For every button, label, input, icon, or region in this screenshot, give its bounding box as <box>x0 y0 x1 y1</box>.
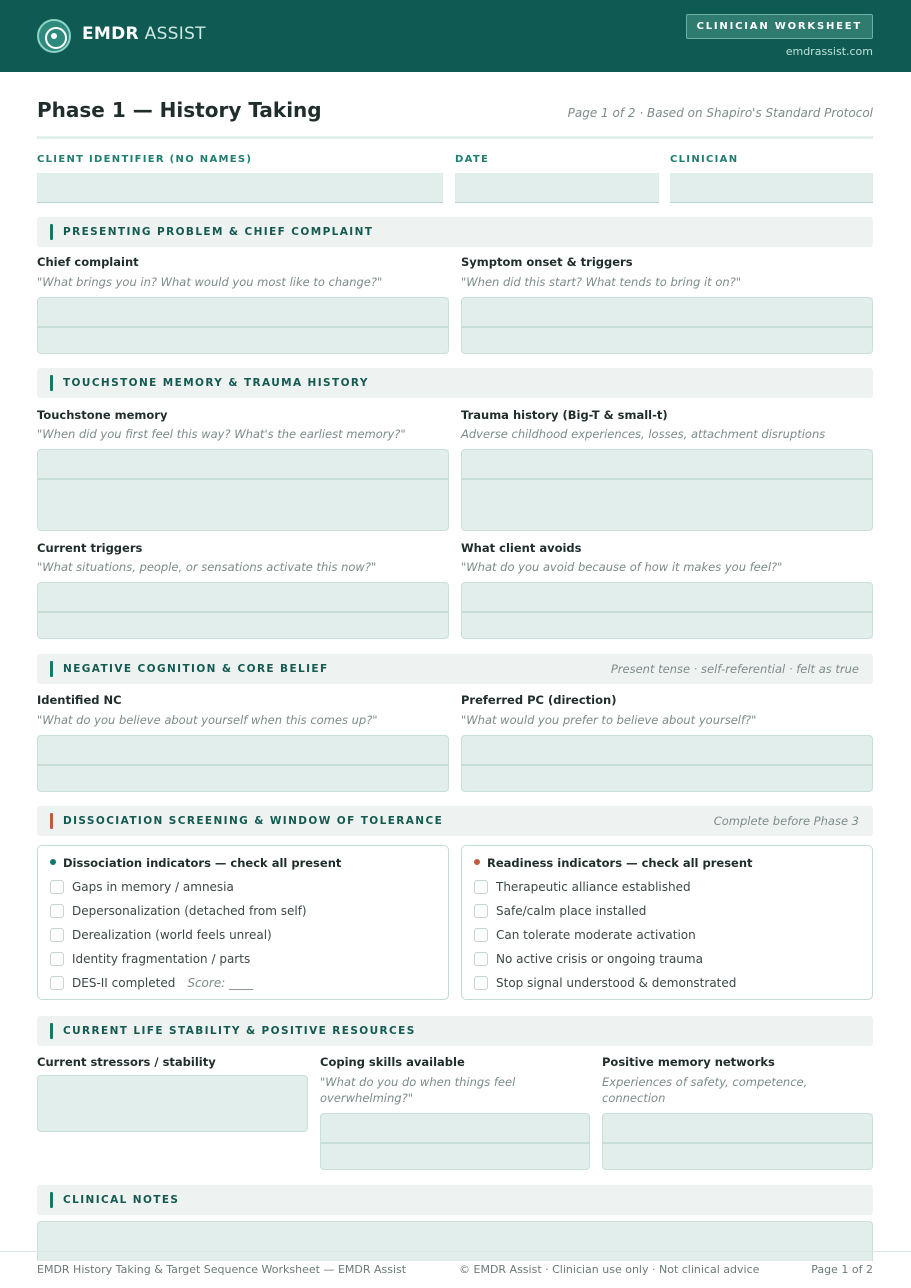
section-presenting-problem <box>37 217 873 247</box>
bullet-dot-icon <box>50 859 56 865</box>
checklist-item[interactable]: Safe/calm place installed <box>474 904 646 918</box>
checklist-item[interactable]: Depersonalization (detached from self) <box>50 904 307 918</box>
section-title: NEGATIVE COGNITION & CORE BELIEF <box>63 663 329 675</box>
checkbox[interactable] <box>474 976 488 990</box>
current-triggers-hint: "What situations, people, or sensations activate this now?" <box>37 560 377 574</box>
checklist-item[interactable]: DES-II completed Score: ____ <box>50 976 253 990</box>
symptom-onset-hint: "When did this start? What tends to bring it on?" <box>461 275 742 289</box>
brand-name: EMDR ASSIST <box>82 24 206 44</box>
section-dissociation <box>37 806 873 836</box>
checkbox[interactable] <box>474 928 488 942</box>
client-avoids-hint: "What do you avoid because of how it makes you feel?" <box>461 560 783 574</box>
section-negative-cognition <box>37 654 873 684</box>
worksheet-badge: CLINICIAN WORKSHEET <box>686 14 873 39</box>
section-title: DISSOCIATION SCREENING & WINDOW OF TOLERANCE <box>63 815 444 827</box>
current-stressors-field[interactable] <box>37 1075 308 1132</box>
checklist-heading: Dissociation indicators — check all present <box>50 856 341 870</box>
checklist-item[interactable]: Therapeutic alliance established <box>474 880 691 894</box>
footer-left: EMDR History Taking & Target Sequence Worksheet — EMDR Assist <box>37 1263 407 1276</box>
logo-icon <box>37 19 71 53</box>
checklist-heading: Readiness indicators — check all present <box>474 856 753 870</box>
identified-nc-field[interactable] <box>37 735 449 792</box>
coping-skills-hint: "What do you do when things feel overwhelming?" <box>320 1075 516 1105</box>
section-accent-bar <box>50 1023 53 1039</box>
positive-memory-hint: Experiences of safety, competence, connection <box>602 1075 808 1105</box>
checklist-item[interactable]: Derealization (world feels unreal) <box>50 928 272 942</box>
section-accent-bar <box>50 375 53 391</box>
client-identifier-label: CLIENT IDENTIFIER (NO NAMES) <box>37 154 253 165</box>
checklist-item[interactable]: Can tolerate moderate activation <box>474 928 696 942</box>
current-triggers-field[interactable] <box>37 582 449 639</box>
checklist-item[interactable]: Stop signal understood & demonstrated <box>474 976 736 990</box>
touchstone-memory-field[interactable] <box>37 449 449 531</box>
checklist-item[interactable]: No active crisis or ongoing trauma <box>474 952 703 966</box>
section-touchstone <box>37 368 873 398</box>
touchstone-memory-label: Touchstone memory <box>37 408 168 422</box>
chief-complaint-field[interactable] <box>37 297 449 354</box>
clinician-label: CLINICIAN <box>670 154 739 165</box>
site-url: emdrassist.com <box>785 45 873 58</box>
current-triggers-label: Current triggers <box>37 541 143 555</box>
checkbox[interactable] <box>50 976 64 990</box>
page-meta: Page 1 of 2 · Based on Shapiro's Standard Protocol <box>567 106 873 120</box>
checkbox[interactable] <box>50 928 64 942</box>
positive-memory-label: Positive memory networks <box>602 1055 775 1069</box>
title-divider <box>37 136 873 139</box>
checkbox[interactable] <box>474 880 488 894</box>
preferred-pc-hint: "What would you prefer to believe about yourself?" <box>461 713 757 727</box>
footer-page-number: Page 1 of 2 <box>811 1263 873 1276</box>
section-accent-bar <box>50 661 53 677</box>
section-note: Complete before Phase 3 <box>713 814 859 828</box>
checkbox[interactable] <box>474 952 488 966</box>
checklist-item[interactable]: Gaps in memory / amnesia <box>50 880 234 894</box>
chief-complaint-label: Chief complaint <box>37 255 139 269</box>
touchstone-memory-hint: "When did you first feel this way? What's the earliest memory?" <box>37 427 406 441</box>
date-field[interactable] <box>455 173 659 203</box>
trauma-history-field[interactable] <box>461 449 873 531</box>
section-note: Present tense · self-referential · felt as true <box>610 662 859 676</box>
checkbox[interactable] <box>50 904 64 918</box>
clinical-notes-field[interactable] <box>37 1221 873 1261</box>
footer-divider <box>0 1251 911 1252</box>
identified-nc-hint: "What do you believe about yourself when this comes up?" <box>37 713 378 727</box>
checkbox[interactable] <box>474 904 488 918</box>
section-stability <box>37 1016 873 1046</box>
checklist-item[interactable]: Identity fragmentation / parts <box>50 952 250 966</box>
page-title: Phase 1 — History Taking <box>37 98 322 122</box>
positive-memory-field[interactable] <box>602 1113 873 1170</box>
footer-center: © EMDR Assist · Clinician use only · Not clinical advice <box>459 1263 760 1276</box>
symptom-onset-label: Symptom onset & triggers <box>461 255 633 269</box>
bullet-dot-icon <box>474 859 480 865</box>
section-accent-bar <box>50 1192 53 1208</box>
chief-complaint-hint: "What brings you in? What would you most like to change?" <box>37 275 383 289</box>
section-title: CLINICAL NOTES <box>63 1194 180 1206</box>
des-score-field[interactable]: Score: ____ <box>187 976 254 990</box>
readiness-checklist <box>461 845 873 1000</box>
identified-nc-label: Identified NC <box>37 693 122 707</box>
preferred-pc-field[interactable] <box>461 735 873 792</box>
trauma-history-label: Trauma history (Big-T & small-t) <box>461 408 668 422</box>
symptom-onset-field[interactable] <box>461 297 873 354</box>
client-avoids-field[interactable] <box>461 582 873 639</box>
date-label: DATE <box>455 154 490 165</box>
coping-skills-field[interactable] <box>320 1113 590 1170</box>
section-title: CURRENT LIFE STABILITY & POSITIVE RESOURCES <box>63 1025 416 1037</box>
section-clinical-notes <box>37 1185 873 1215</box>
dissociation-checklist <box>37 845 449 1000</box>
clinician-field[interactable] <box>670 173 873 203</box>
app-header <box>0 0 911 72</box>
section-warning-bar <box>50 813 53 829</box>
checkbox[interactable] <box>50 952 64 966</box>
trauma-history-hint: Adverse childhood experiences, losses, attachment disruptions <box>461 427 826 441</box>
section-accent-bar <box>50 224 53 240</box>
client-identifier-field[interactable] <box>37 173 443 203</box>
preferred-pc-label: Preferred PC (direction) <box>461 693 617 707</box>
section-title: TOUCHSTONE MEMORY & TRAUMA HISTORY <box>63 377 369 389</box>
section-title: PRESENTING PROBLEM & CHIEF COMPLAINT <box>63 226 374 238</box>
current-stressors-label: Current stressors / stability <box>37 1055 216 1069</box>
checkbox[interactable] <box>50 880 64 894</box>
client-avoids-label: What client avoids <box>461 541 582 555</box>
coping-skills-label: Coping skills available <box>320 1055 465 1069</box>
